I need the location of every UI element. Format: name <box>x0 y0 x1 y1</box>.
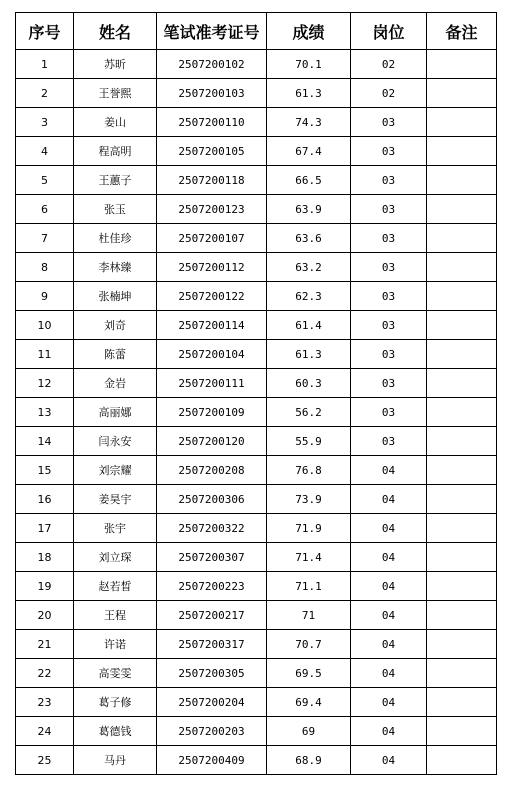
cell-remarks <box>427 195 497 224</box>
cell-index: 7 <box>16 224 74 253</box>
table-row <box>16 398 497 427</box>
cell-index: 25 <box>16 746 74 775</box>
cell-score: 63.2 <box>267 253 351 282</box>
cell-name: 许诺 <box>74 630 157 659</box>
table-row <box>16 282 497 311</box>
cell-score: 56.2 <box>267 398 351 427</box>
cell-remarks <box>427 311 497 340</box>
cell-name: 赵若晳 <box>74 572 157 601</box>
cell-post: 03 <box>351 224 427 253</box>
cell-remarks <box>427 166 497 195</box>
cell-ticket-number: 2507200203 <box>157 717 267 746</box>
table-row <box>16 485 497 514</box>
cell-ticket-number: 2507200109 <box>157 398 267 427</box>
cell-post: 03 <box>351 398 427 427</box>
cell-score: 71.1 <box>267 572 351 601</box>
table-row <box>16 630 497 659</box>
table-row <box>16 456 497 485</box>
cell-remarks <box>427 340 497 369</box>
cell-remarks <box>427 427 497 456</box>
table-row <box>16 369 497 398</box>
cell-index: 1 <box>16 50 74 79</box>
cell-score: 60.3 <box>267 369 351 398</box>
cell-name: 张楠坤 <box>74 282 157 311</box>
cell-remarks <box>427 630 497 659</box>
cell-remarks <box>427 746 497 775</box>
table-row <box>16 224 497 253</box>
cell-index: 4 <box>16 137 74 166</box>
cell-name: 张玉 <box>74 195 157 224</box>
cell-score: 69.5 <box>267 659 351 688</box>
header-index: 序号 <box>16 13 74 50</box>
cell-index: 22 <box>16 659 74 688</box>
cell-remarks <box>427 108 497 137</box>
cell-name: 刘宗耀 <box>74 456 157 485</box>
cell-score: 67.4 <box>267 137 351 166</box>
cell-ticket-number: 2507200204 <box>157 688 267 717</box>
cell-post: 04 <box>351 688 427 717</box>
cell-name: 金岩 <box>74 369 157 398</box>
cell-score: 70.1 <box>267 50 351 79</box>
cell-name: 李林臻 <box>74 253 157 282</box>
table-row <box>16 572 497 601</box>
cell-ticket-number: 2507200112 <box>157 253 267 282</box>
cell-score: 74.3 <box>267 108 351 137</box>
table-row <box>16 688 497 717</box>
cell-name: 王誉熙 <box>74 79 157 108</box>
cell-post: 03 <box>351 253 427 282</box>
cell-remarks <box>427 398 497 427</box>
cell-index: 23 <box>16 688 74 717</box>
cell-post: 04 <box>351 659 427 688</box>
cell-index: 8 <box>16 253 74 282</box>
cell-index: 9 <box>16 282 74 311</box>
cell-index: 18 <box>16 543 74 572</box>
cell-post: 03 <box>351 311 427 340</box>
table-row <box>16 717 497 746</box>
cell-name: 杜佳珍 <box>74 224 157 253</box>
cell-post: 04 <box>351 572 427 601</box>
table-row <box>16 195 497 224</box>
table-row <box>16 166 497 195</box>
cell-score: 55.9 <box>267 427 351 456</box>
cell-index: 2 <box>16 79 74 108</box>
table-row <box>16 340 497 369</box>
cell-index: 14 <box>16 427 74 456</box>
cell-name: 张宇 <box>74 514 157 543</box>
cell-post: 04 <box>351 601 427 630</box>
cell-remarks <box>427 456 497 485</box>
cell-remarks <box>427 369 497 398</box>
cell-ticket-number: 2507200307 <box>157 543 267 572</box>
cell-score: 69 <box>267 717 351 746</box>
cell-post: 03 <box>351 369 427 398</box>
cell-name: 姜山 <box>74 108 157 137</box>
cell-name: 马丹 <box>74 746 157 775</box>
cell-post: 04 <box>351 456 427 485</box>
cell-name: 刘立琛 <box>74 543 157 572</box>
cell-remarks <box>427 485 497 514</box>
cell-ticket-number: 2507200110 <box>157 108 267 137</box>
cell-score: 63.6 <box>267 224 351 253</box>
cell-index: 24 <box>16 717 74 746</box>
cell-name: 程高明 <box>74 137 157 166</box>
cell-ticket-number: 2507200317 <box>157 630 267 659</box>
cell-post: 03 <box>351 282 427 311</box>
cell-post: 04 <box>351 514 427 543</box>
cell-ticket-number: 2507200103 <box>157 79 267 108</box>
cell-post: 04 <box>351 717 427 746</box>
cell-remarks <box>427 717 497 746</box>
cell-ticket-number: 2507200123 <box>157 195 267 224</box>
cell-score: 61.3 <box>267 79 351 108</box>
cell-remarks <box>427 659 497 688</box>
cell-name: 高雯雯 <box>74 659 157 688</box>
cell-remarks <box>427 688 497 717</box>
header-remarks: 备注 <box>427 13 497 50</box>
cell-index: 10 <box>16 311 74 340</box>
cell-index: 16 <box>16 485 74 514</box>
cell-ticket-number: 2507200104 <box>157 340 267 369</box>
cell-remarks <box>427 514 497 543</box>
cell-score: 61.3 <box>267 340 351 369</box>
cell-index: 20 <box>16 601 74 630</box>
cell-remarks <box>427 282 497 311</box>
cell-ticket-number: 2507200102 <box>157 50 267 79</box>
cell-score: 62.3 <box>267 282 351 311</box>
cell-name: 闫永安 <box>74 427 157 456</box>
table-body <box>16 50 497 775</box>
cell-index: 11 <box>16 340 74 369</box>
cell-index: 13 <box>16 398 74 427</box>
cell-ticket-number: 2507200118 <box>157 166 267 195</box>
cell-name: 葛德钱 <box>74 717 157 746</box>
cell-remarks <box>427 253 497 282</box>
table-row <box>16 427 497 456</box>
table-row <box>16 108 497 137</box>
cell-score: 71.9 <box>267 514 351 543</box>
cell-remarks <box>427 50 497 79</box>
cell-post: 03 <box>351 108 427 137</box>
cell-score: 66.5 <box>267 166 351 195</box>
table-row <box>16 137 497 166</box>
cell-name: 葛子修 <box>74 688 157 717</box>
cell-post: 04 <box>351 746 427 775</box>
cell-index: 6 <box>16 195 74 224</box>
cell-score: 70.7 <box>267 630 351 659</box>
cell-ticket-number: 2507200409 <box>157 746 267 775</box>
cell-score: 76.8 <box>267 456 351 485</box>
header-post: 岗位 <box>351 13 427 50</box>
cell-ticket-number: 2507200111 <box>157 369 267 398</box>
cell-score: 61.4 <box>267 311 351 340</box>
cell-post: 03 <box>351 340 427 369</box>
cell-ticket-number: 2507200306 <box>157 485 267 514</box>
cell-name: 苏昕 <box>74 50 157 79</box>
cell-ticket-number: 2507200107 <box>157 224 267 253</box>
header-row <box>16 13 497 50</box>
cell-remarks <box>427 79 497 108</box>
cell-index: 12 <box>16 369 74 398</box>
cell-ticket-number: 2507200217 <box>157 601 267 630</box>
cell-remarks <box>427 601 497 630</box>
cell-ticket-number: 2507200122 <box>157 282 267 311</box>
table-row <box>16 514 497 543</box>
cell-score: 71 <box>267 601 351 630</box>
cell-post: 04 <box>351 543 427 572</box>
header-score: 成绩 <box>267 13 351 50</box>
cell-remarks <box>427 224 497 253</box>
cell-remarks <box>427 543 497 572</box>
cell-remarks <box>427 137 497 166</box>
cell-name: 姜昊宇 <box>74 485 157 514</box>
cell-index: 15 <box>16 456 74 485</box>
header-name: 姓名 <box>74 13 157 50</box>
cell-index: 19 <box>16 572 74 601</box>
cell-post: 03 <box>351 195 427 224</box>
cell-ticket-number: 2507200305 <box>157 659 267 688</box>
cell-ticket-number: 2507200322 <box>157 514 267 543</box>
table-row <box>16 50 497 79</box>
cell-index: 3 <box>16 108 74 137</box>
table-row <box>16 543 497 572</box>
cell-score: 69.4 <box>267 688 351 717</box>
cell-index: 5 <box>16 166 74 195</box>
cell-name: 王程 <box>74 601 157 630</box>
cell-ticket-number: 2507200223 <box>157 572 267 601</box>
table-row <box>16 601 497 630</box>
cell-ticket-number: 2507200105 <box>157 137 267 166</box>
cell-name: 高丽娜 <box>74 398 157 427</box>
cell-post: 02 <box>351 79 427 108</box>
table-row <box>16 253 497 282</box>
cell-post: 03 <box>351 137 427 166</box>
cell-name: 陈蕾 <box>74 340 157 369</box>
cell-score: 68.9 <box>267 746 351 775</box>
table-row <box>16 79 497 108</box>
cell-post: 03 <box>351 427 427 456</box>
table-row <box>16 311 497 340</box>
cell-ticket-number: 2507200208 <box>157 456 267 485</box>
cell-index: 21 <box>16 630 74 659</box>
cell-name: 刘奇 <box>74 311 157 340</box>
cell-name: 王蕙子 <box>74 166 157 195</box>
cell-ticket-number: 2507200120 <box>157 427 267 456</box>
cell-score: 63.9 <box>267 195 351 224</box>
cell-post: 04 <box>351 485 427 514</box>
cell-index: 17 <box>16 514 74 543</box>
cell-remarks <box>427 572 497 601</box>
cell-score: 71.4 <box>267 543 351 572</box>
cell-post: 03 <box>351 166 427 195</box>
score-table <box>15 12 497 775</box>
cell-post: 04 <box>351 630 427 659</box>
table-row <box>16 659 497 688</box>
header-ticket-number: 笔试准考证号 <box>157 13 267 50</box>
cell-score: 73.9 <box>267 485 351 514</box>
cell-ticket-number: 2507200114 <box>157 311 267 340</box>
table-row <box>16 746 497 775</box>
cell-post: 02 <box>351 50 427 79</box>
